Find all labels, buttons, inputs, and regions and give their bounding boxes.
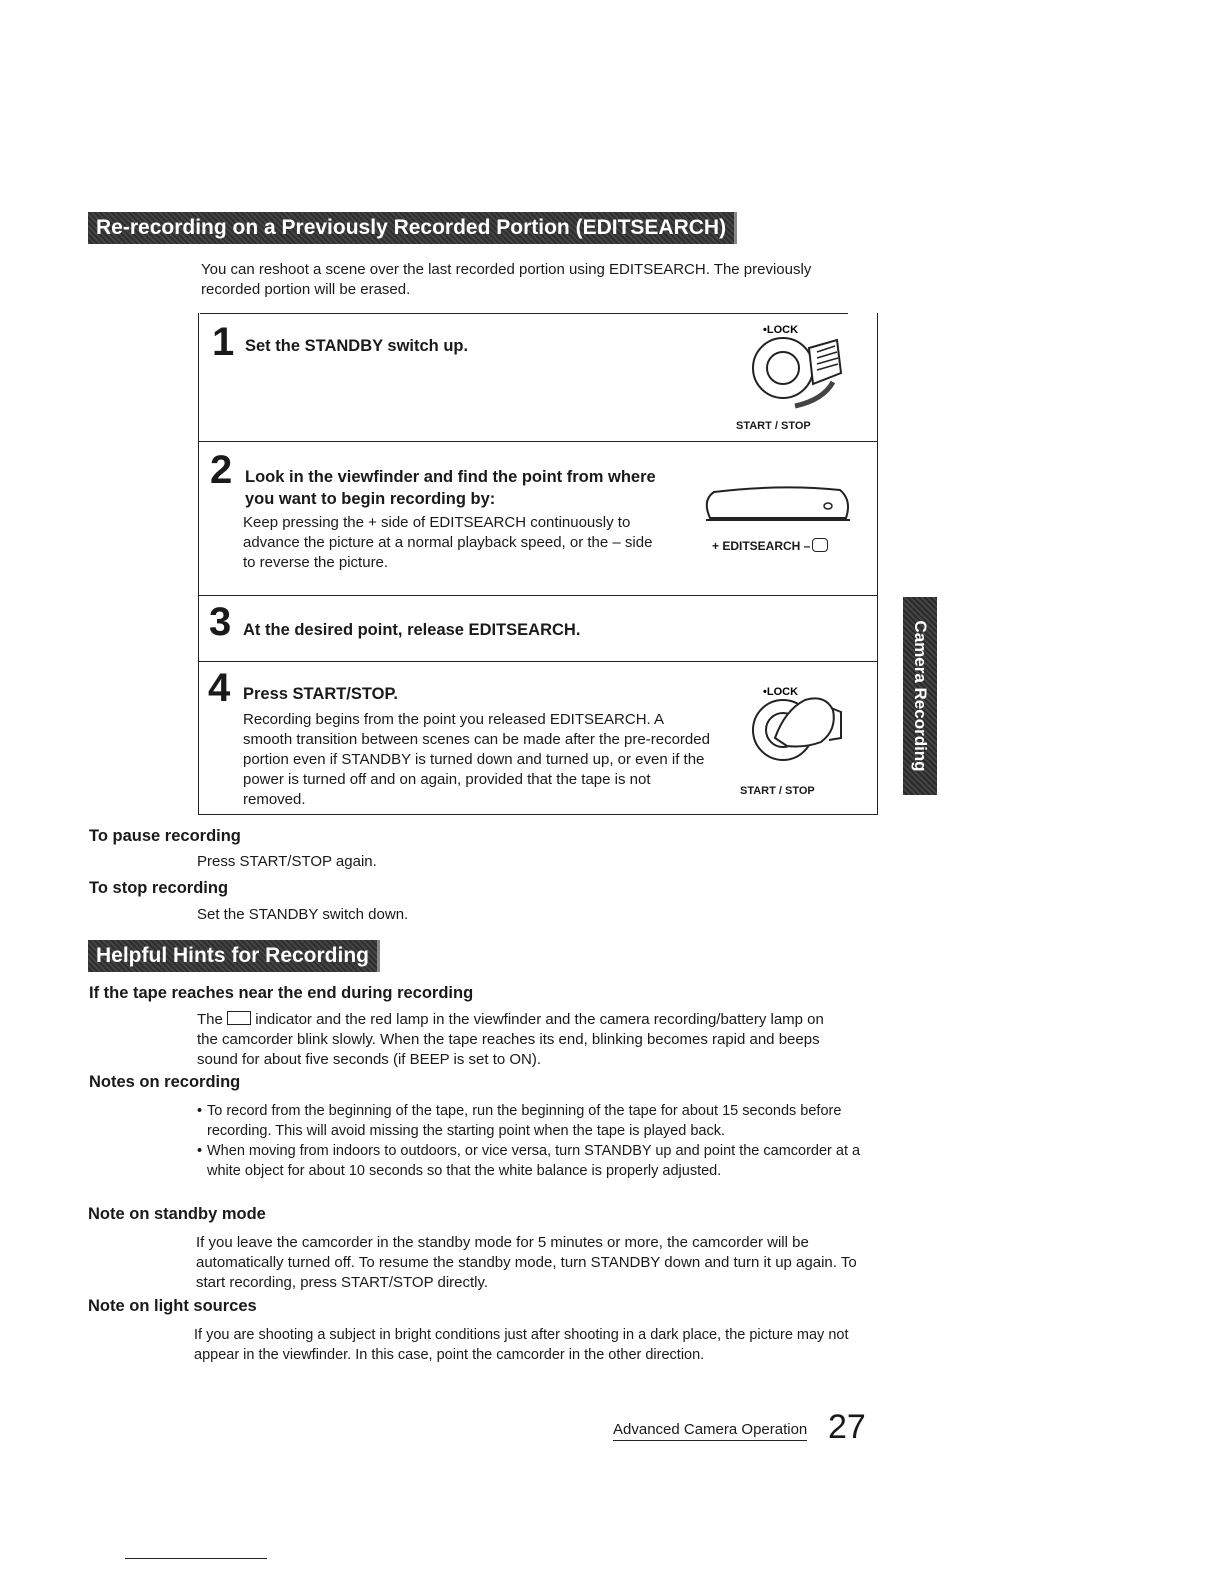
review-icon [812, 538, 828, 552]
page-number: 27 [828, 1408, 866, 1446]
side-tab [903, 597, 937, 795]
text: The [197, 1011, 223, 1028]
lock-label: •LOCK [763, 686, 799, 698]
step-title: Look in the viewfinder and find the point from where you want to begin recording by: [245, 468, 656, 508]
list-item: • To record from the beginning of the tape, run the beginning of the tape for about 15 seconds before recording. This will avoid missing the starting point when the tape is played back. [197, 1101, 872, 1141]
hand-pressing-dial-icon [725, 680, 855, 775]
lock-label: •LOCK [763, 324, 799, 336]
step-body: Recording begins from the point you released EDITSEARCH. A smooth transition between scenes can be made after the pre-recorded portion even if STANDBY is turned down and turned up, or even if the power is turned off and on again, provided that the tape is not removed. [243, 711, 710, 808]
editsearch-button-icon [700, 480, 860, 530]
step-number: 4 [208, 666, 231, 710]
text: indicator and the red lamp in the viewfinder and the camera recording/battery lamp on the camcorder blink slowly. When the tape reaches its end, blinking becomes rapid and beeps sound for about five seconds (if BEEP is set to ON). [197, 1011, 824, 1068]
notes-heading: Notes on recording [89, 1073, 241, 1091]
step-title: Press START/STOP. [243, 685, 398, 703]
section-title-hints: Helpful Hints for Recording [88, 940, 380, 972]
start-stop-caption: START / STOP [740, 785, 815, 797]
standby-heading: Note on standby mode [88, 1205, 266, 1223]
pause-text: Press START/STOP again. [197, 853, 377, 870]
tape-end-text [197, 1010, 847, 1070]
intro-text: You can reshoot a scene over the last recorded portion using EDITSEARCH. The previously recorded portion will be erased. [201, 261, 812, 298]
footer-section: Advanced Camera Operation [613, 1421, 807, 1441]
list-item: • When moving from indoors to outdoors, or vice versa, turn STANDBY up and point the camcorder at a white object for about 10 seconds so that the white balance is properly adjusted. [197, 1141, 872, 1181]
section-title-editsearch: Re-recording on a Previously Recorded Portion (EDITSEARCH) [88, 212, 737, 244]
pause-heading: To pause recording [89, 827, 241, 845]
notes-list [197, 1101, 872, 1181]
light-text: If you are shooting a subject in bright conditions just after shooting in a dark place, the picture may not appear in the viewfinder. In this case, point the camcorder in the other direction. [194, 1327, 849, 1363]
bottom-rule [125, 1558, 267, 1559]
editsearch-label: + EDITSEARCH – [712, 539, 811, 553]
standby-dial-icon [725, 318, 855, 413]
standby-text: If you leave the camcorder in the standby mode for 5 minutes or more, the camcorder will be automatically turned off. To resume the standby mode, turn STANDBY down and turn it up again. To start recording, press START/STOP directly. [196, 1234, 857, 1291]
step-number: 3 [209, 600, 232, 644]
editsearch-caption [712, 538, 828, 553]
step-number: 2 [210, 448, 233, 492]
step-number: 1 [212, 320, 235, 364]
step-body: Keep pressing the + side of EDITSEARCH continuously to advance the picture at a normal playback speed, or the – side to reverse the picture. [243, 514, 653, 571]
side-tab-label: Camera Recording [911, 620, 930, 772]
stop-heading: To stop recording [89, 879, 229, 897]
light-heading: Note on light sources [88, 1297, 257, 1315]
tape-end-heading: If the tape reaches near the end during recording [89, 984, 474, 1002]
tape-indicator-icon [227, 1011, 251, 1025]
step-title: At the desired point, release EDITSEARCH. [243, 621, 581, 639]
stop-text: Set the STANDBY switch down. [197, 906, 409, 923]
start-stop-caption: START / STOP [736, 420, 811, 432]
step-title: Set the STANDBY switch up. [245, 337, 469, 355]
